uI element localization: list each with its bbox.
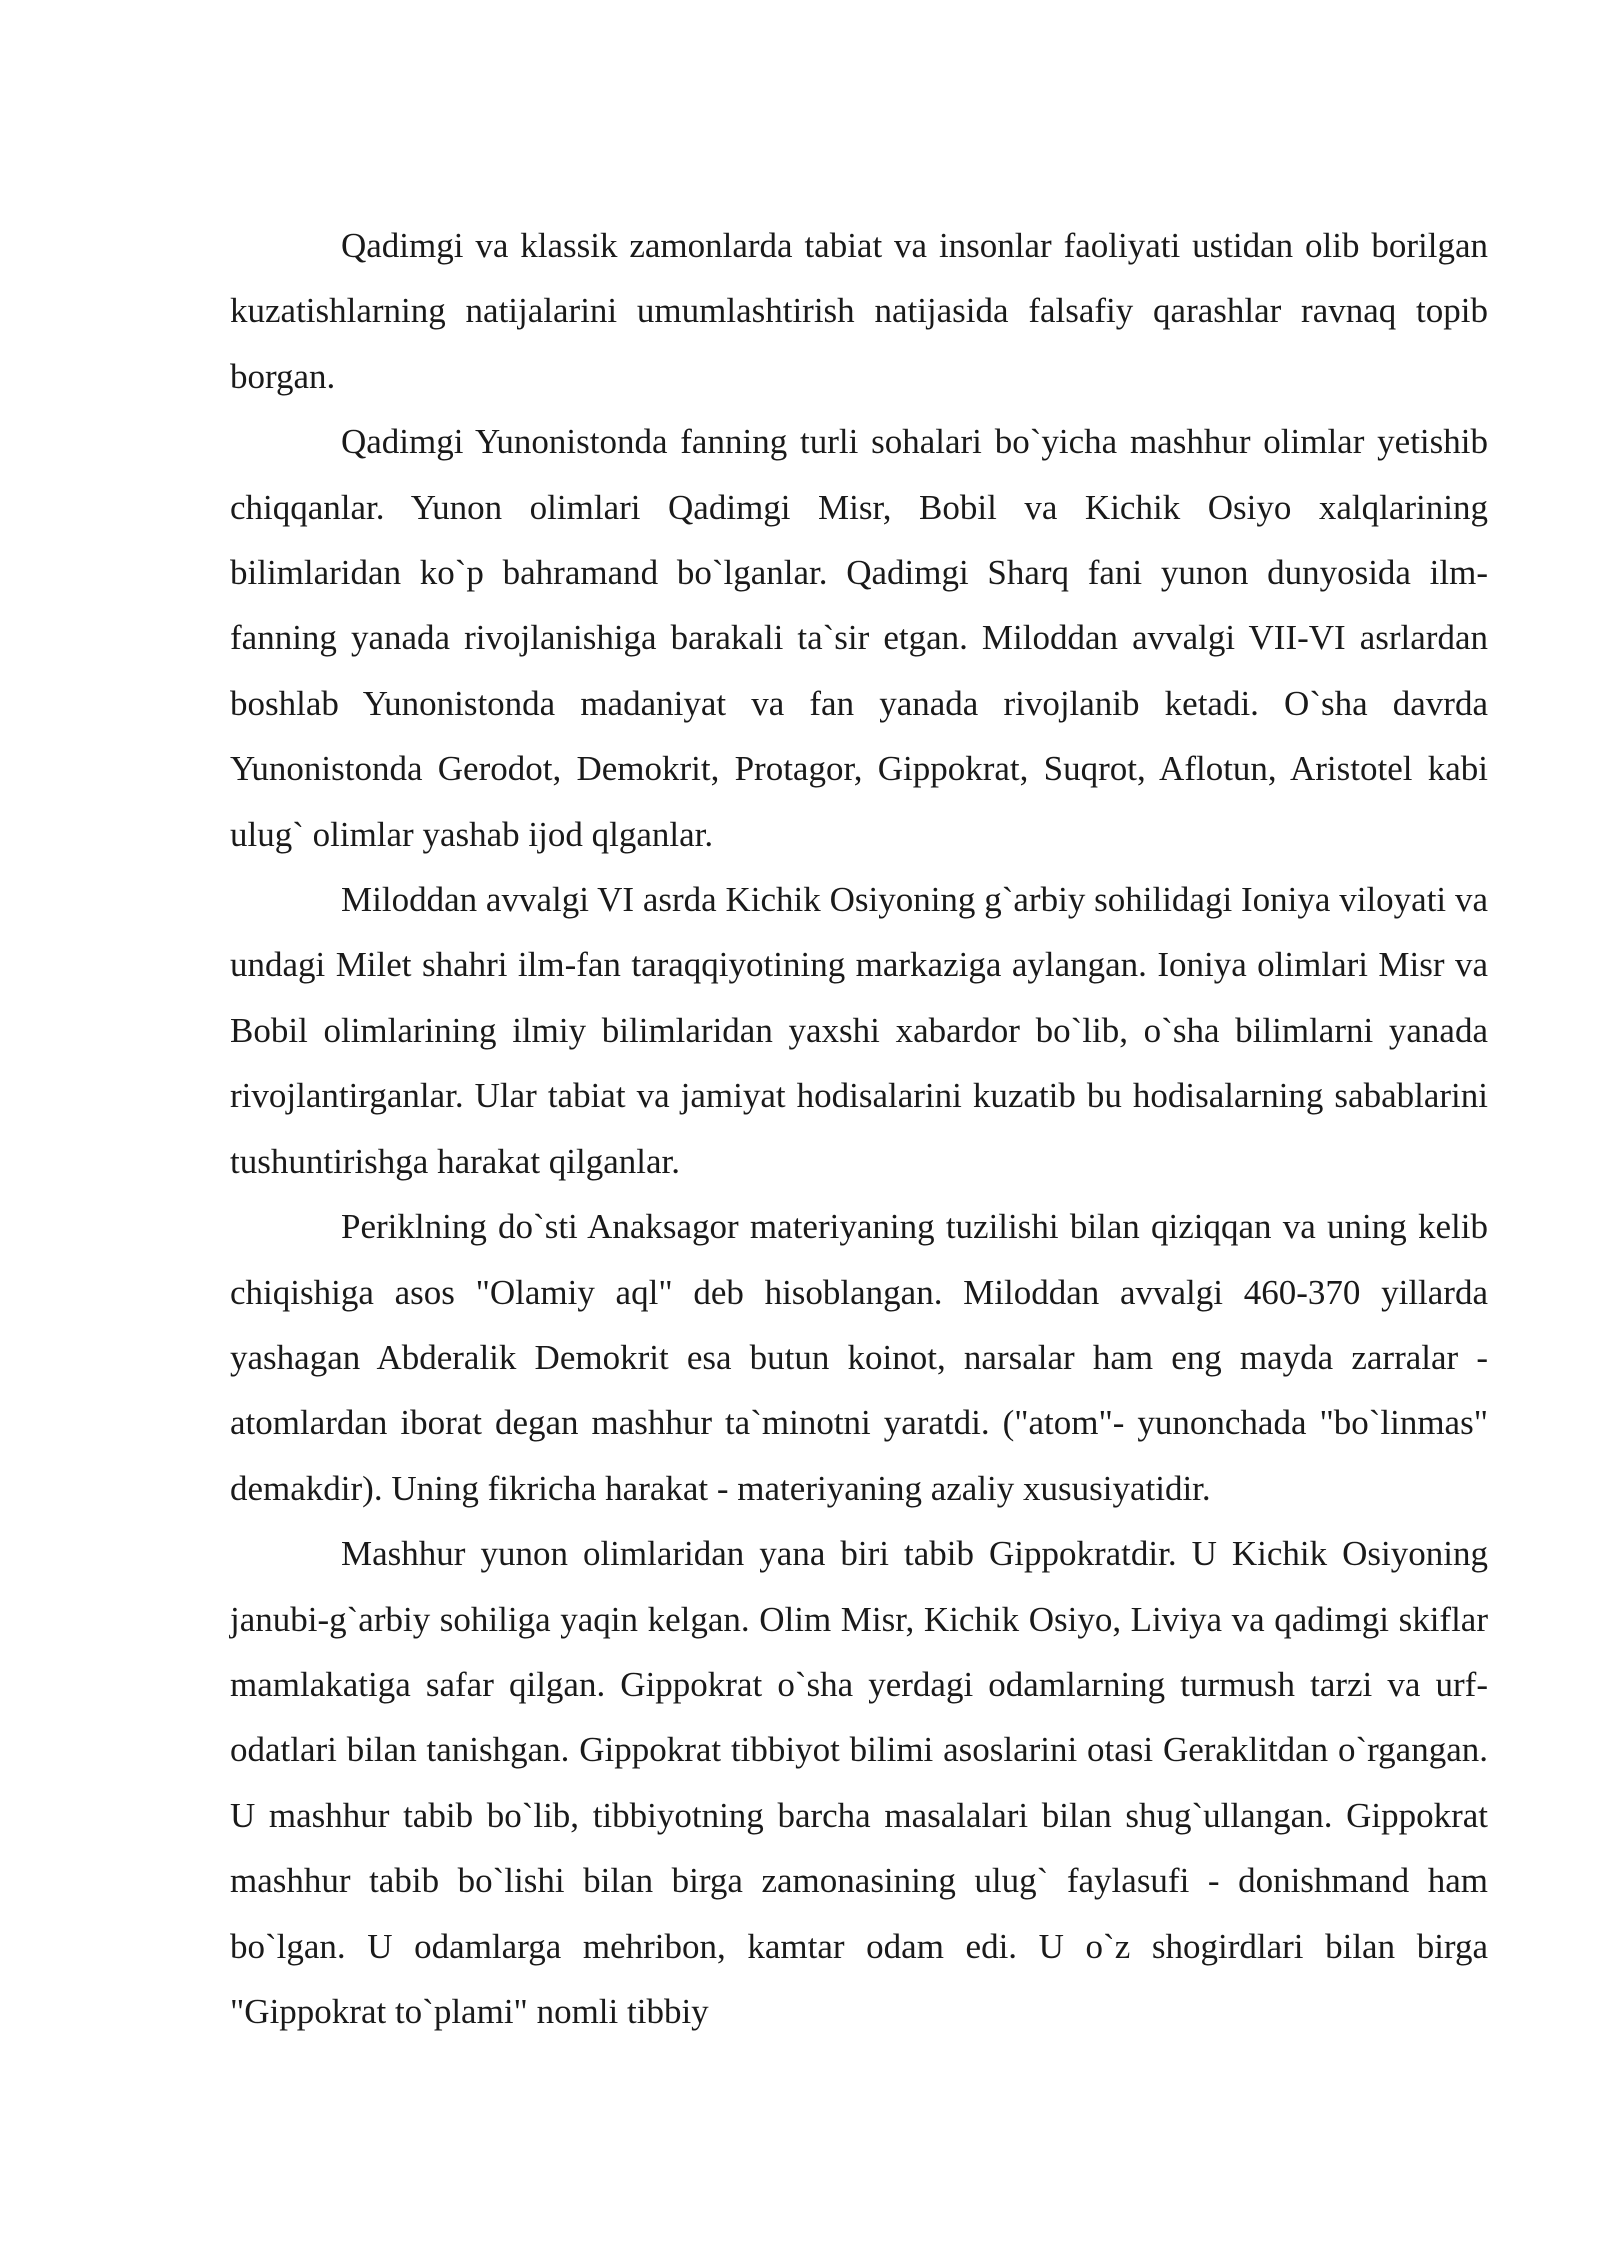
- paragraph-hippocrates: Mashhur yunon olimlaridan yana biri tabib Gippokratdir. U Kichik Osiyoning janubi-g`arbiy sohiliga yaqin kelgan. Olim Misr, Kichik Osiyo, Liviya va qadimgi skiflar mamlakatiga safar qilgan. Gippokrat o`sha yerdagi odamlarning turmush tarzi va urf-odatlari bilan tanishgan. Gippokrat tibbiyot bilimi asoslarini otasi Geraklitdan o`rgangan. U mashhur tabib bo`lib, tibbiyotning barcha masalalari bilan shug`ullangan. Gippokrat mashhur tabib bo`lishi bilan birga zamonasining ulug` faylasufi - donishmand ham bo`lgan. U odamlarga mehribon, kamtar odam edi. U o`z shogirdlari bilan birga "Gippokrat to`plami" nomli tibbiy: [230, 1534, 1488, 2031]
- paragraph-ionia-miletus: Miloddan avvalgi VI asrda Kichik Osiyoning g`arbiy sohilidagi Ioniya viloyati va undagi Milet shahri ilm-fan taraqqiyotining markaziga aylangan. Ioniya olimlari Misr va Bobil olimlarining ilmiy bilimlaridan yaxshi xabardor bo`lib, o`sha bilimlarni yanada rivojlantirganlar. Ular tabiat va jamiyat hodisalarini kuzatib bu hodisalarning sabablarini tushuntirishga harakat qilganlar.: [230, 880, 1488, 1181]
- paragraph-ancient-greece-scholars: Qadimgi Yunonistonda fanning turli sohalari bo`yicha mashhur olimlar yetishib chiqqanlar. Yunon olimlari Qadimgi Misr, Bobil va Kichik Osiyo xalqlarining bilimlaridan ko`p bahramand bo`lganlar. Qadimgi Sharq fani yunon dunyosida ilm-fanning yanada rivojlanishiga barakali ta`sir etgan. Miloddan avvalgi VII-VI asrlardan boshlab Yunonistonda madaniyat va fan yanada rivojlanib ketadi. O`sha davrda Yunonistonda Gerodot, Demokrit, Protagor, Gippokrat, Suqrot, Aflotun, Aristotel kabi ulug` olimlar yashab ijod qlganlar.: [230, 422, 1488, 854]
- paragraph-anaxagoras-democritus: Periklning do`sti Anaksagor materiyaning tuzilishi bilan qiziqqan va uning kelib chiqishiga asos "Olamiy aql" deb hisoblangan. Miloddan avvalgi 460-370 yillarda yashagan Abderalik Demokrit esa butun koinot, narsalar ham eng mayda zarralar - atomlardan iborat degan mashhur ta`minotni yaratdi. ("atom"- yunonchada "bo`linmas" demakdir). Uning fikricha harakat - materiyaning azaliy xususiyatidir.: [230, 1207, 1488, 1508]
- document-body: [230, 213, 1488, 2044]
- paragraph-ancient-philosophy: Qadimgi va klassik zamonlarda tabiat va insonlar faoliyati ustidan olib borilgan kuzatishlarning natijalarini umumlashtirish natijasida falsafiy qarashlar ravnaq topib borgan.: [230, 226, 1488, 396]
